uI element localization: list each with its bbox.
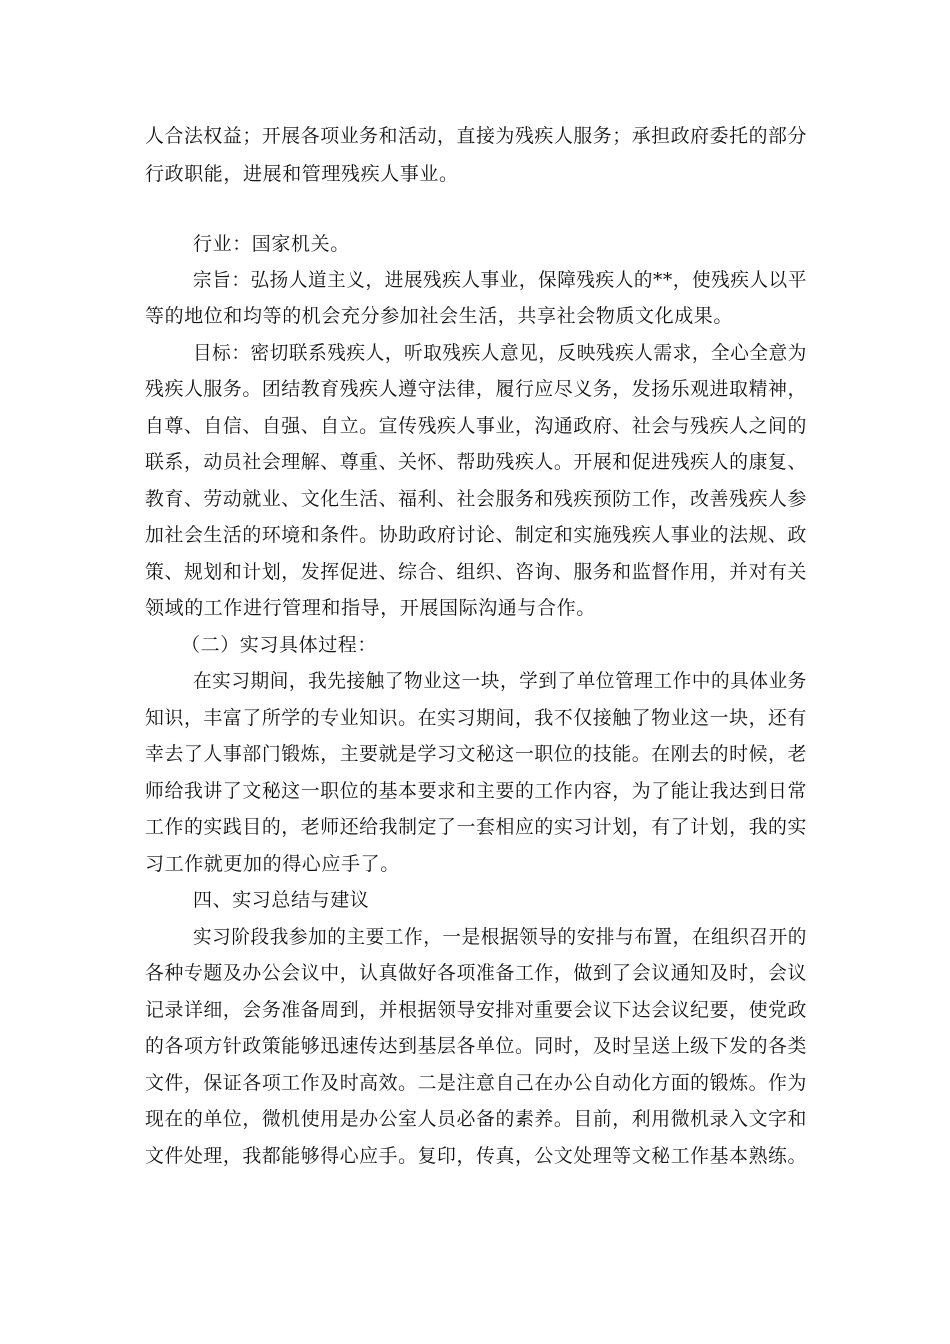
text-line [0,481,950,517]
text-line [0,736,950,772]
text-line [0,298,950,334]
text-line-content: 残疾人服务。团结教育残疾人遵守法律，履行应尽义务，发扬乐观进取精神， [145,378,808,400]
text-line-content: 各种专题及办公会议中，认真做好各项准备工作，做到了会议通知及时，会议 [145,962,808,984]
section-heading-text: 四、实习总结与建议 [193,889,370,911]
text-line [0,919,950,955]
text-line [0,1101,950,1137]
section-heading [0,627,950,663]
text-line-content: 等的地位和均等的机会充分参加社会生活，共享社会物质文化成果。 [145,305,734,327]
text-line [0,1138,950,1174]
text-line [0,992,950,1028]
text-line-content: 的各项方针政策能够迅速传达到基层各单位。同时，及时呈送上级下发的各类 [145,1035,808,1057]
text-line-content: 教育、劳动就业、文化生活、福利、社会服务和残疾预防工作，改善残疾人参 [145,488,808,510]
text-line-content: 自尊、自信、自强、自立。宣传残疾人事业，沟通政府、社会与残疾人之间的 [145,415,808,437]
text-line [0,118,950,154]
text-line [0,444,950,480]
text-line-content: 师给我讲了文秘这一职位的基本要求和主要的工作内容，为了能让我达到日常 [145,780,808,802]
text-line-content: 文件处理，我都能够得心应手。复印，传真，公文处理等文秘工作基本熟练。 [145,1145,808,1167]
text-line-content: 在实习期间，我先接触了物业这一块，学到了单位管理工作中的具体业务 [193,670,807,692]
text-line [0,262,950,298]
text-line-content: 工作的实践目的，老师还给我制定了一套相应的实习计划，有了计划，我的实 [145,816,808,838]
section-heading-text: （二）实习具体过程： [181,634,378,656]
text-line [0,663,950,699]
text-line-content: 文件，保证各项工作及时高效。二是注意自己在办公自动化方面的锻炼。作为 [145,1072,808,1094]
text-line [0,156,950,192]
text-line-content: 策、规划和计划，发挥促进、综合、组织、咨询、服务和监督作用，并对有关 [145,561,808,583]
text-line [0,1028,950,1064]
text-line [0,226,950,262]
text-line-content: 宗旨：弘扬人道主义，进展残疾人事业，保障残疾人的**，使残疾人以平 [193,269,808,291]
text-line [0,955,950,991]
text-line-content: 行业：国家机关。 [193,233,350,255]
text-line [0,554,950,590]
text-line-content: 目标：密切联系残疾人，听取残疾人意见，反映残疾人需求，全心全意为 [193,342,807,364]
text-line [0,517,950,553]
text-line-content: 联系，动员社会理解、尊重、关怀、帮助残疾人。开展和促进残疾人的康复、 [145,451,808,473]
text-line [0,371,950,407]
text-line-content: 记录详细，会务准备周到，并根据领导安排对重要会议下达会议纪要，使党政 [145,999,808,1021]
text-line-content: 人合法权益；开展各项业务和活动，直接为残疾人服务；承担政府委托的部分 [145,125,808,147]
text-line [0,1065,950,1101]
text-line-content: 幸去了人事部门锻炼，主要就是学习文秘这一职位的技能。在刚去的时候，老 [145,743,808,765]
text-line-content: 加社会生活的环境和条件。协助政府讨论、制定和实施残疾人事业的法规、政 [145,524,808,546]
text-line [0,700,950,736]
section-heading [0,882,950,918]
text-line [0,809,950,845]
text-line-content: 行政职能，进展和管理残疾人事业。 [145,163,459,185]
text-line-content: 现在的单位，微机使用是办公室人员必备的素养。目前，利用微机录入文字和 [145,1108,808,1130]
text-line [0,335,950,371]
text-line-content: 领域的工作进行管理和指导，开展国际沟通与合作。 [145,597,596,619]
text-line [0,408,950,444]
text-line [0,846,950,882]
text-line [0,590,950,626]
text-line-content: 实习阶段我参加的主要工作，一是根据领导的安排与布置，在组织召开的 [193,926,807,948]
text-line-content: 习工作就更加的得心应手了。 [145,853,400,875]
text-line-content: 知识，丰富了所学的专业知识。在实习期间，我不仅接触了物业这一块，还有 [145,707,808,729]
text-line [0,773,950,809]
